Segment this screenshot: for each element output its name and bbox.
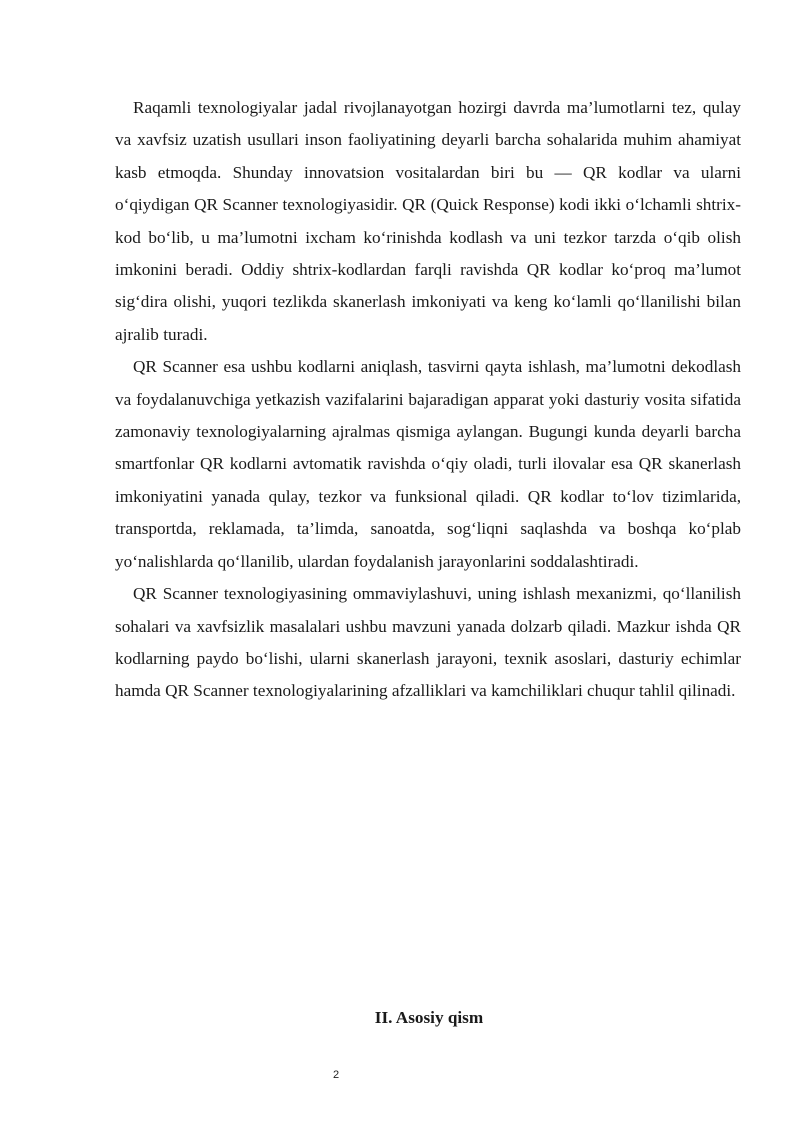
body-text	[115, 92, 741, 708]
paragraph-2: QR Scanner esa ushbu kodlarni aniqlash, tasvirni qayta ishlash, ma’lumotni dekodlash va foydalanuvchiga yetkazish vazifalarini bajaradigan apparat yoki dasturiy vosita sifatida zamonaviy texnologiyalarning ajralmas qismiga aylangan. Bugungi kunda deyarli barcha smartfonlar QR kodlarni avtomatik ravishda o‘qiy oladi, turli ilovalar esa QR skanerlash imkoniyatini yanada qulay, tezkor va funksional qiladi. QR kodlar to‘lov tizimlarida, transportda, reklamada, ta’limda, sanoatda, sog‘liqni saqlashda va boshqa ko‘plab yo‘nalishlarda qo‘llanilib, ulardan foydalanish jarayonlarini soddalashtiradi.	[115, 357, 741, 571]
paragraph-1: Raqamli texnologiyalar jadal rivojlanayotgan hozirgi davrda ma’lumotlarni tez, qulay va xavfsiz uzatish usullari inson faoliyatining deyarli barcha sohalarida muhim ahamiyat kasb etmoqda. Shunday innovatsion vositalardan biri bu — QR kodlar va ularni o‘qiydigan QR Scanner texnologiyasidir. QR (Quick Response) kodi ikki o‘lchamli shtrix-kod bo‘lib, u ma’lumotni ixcham ko‘rinishda kodlash va uni tezkor tarzda o‘qib olish imkonini beradi. Oddiy shtrix-kodlardan farqli ravishda QR kodlar ko‘proq ma’lumot sig‘dira olishi, yuqori tezlikda skanerlash imkoniyati va keng ko‘lamli qo‘llanilishi bilan ajralib turadi.	[115, 98, 741, 344]
paragraph-3: QR Scanner texnologiyasining ommaviylashuvi, uning ishlash mexanizmi, qo‘llanilish sohalari va xavfsizlik masalalari ushbu mavzuni yanada dolzarb qiladi. Mazkur ishda QR kodlarning paydo bo‘lishi, ularni skanerlash jarayoni, texnik asoslari, dasturiy echimlar hamda QR Scanner texnologiyalarining afzalliklari va kamchiliklari chuqur tahlil qilinadi.	[115, 584, 741, 701]
page-number: 2	[332, 1069, 340, 1081]
section-heading: II. Asosiy qism	[374, 1008, 484, 1027]
